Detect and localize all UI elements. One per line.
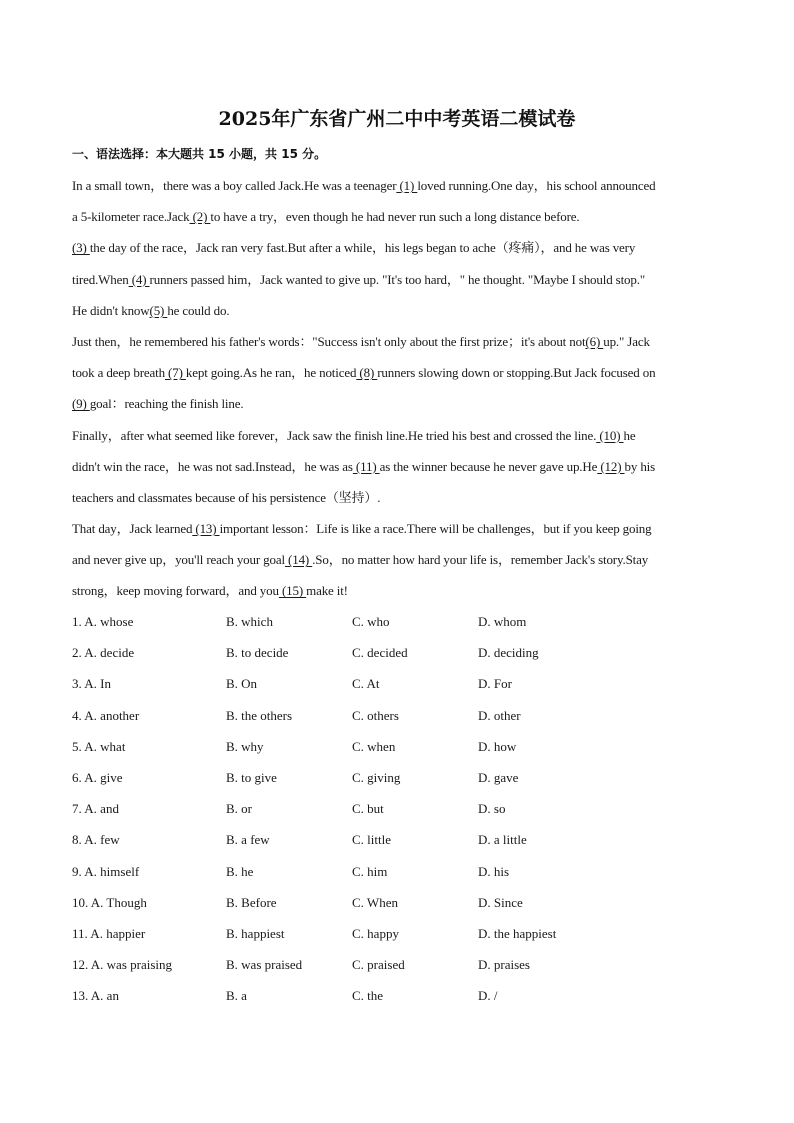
option-c[interactable]: C. the: [352, 988, 384, 1004]
passage-line: [72, 357, 722, 388]
passage-line: [72, 544, 722, 575]
passage-text: make it!: [306, 583, 348, 599]
passage-line: [72, 513, 722, 544]
option-d[interactable]: D. the happiest: [478, 925, 557, 941]
passage-line: [72, 201, 722, 232]
blank-marker: (15): [278, 583, 307, 599]
option-c[interactable]: C. him: [352, 863, 388, 879]
question-options-row: [72, 731, 722, 762]
option-a[interactable]: 2. A. decide: [72, 645, 135, 661]
option-b[interactable]: B. or: [226, 801, 252, 817]
option-b[interactable]: B. a: [226, 988, 247, 1004]
blank-marker: (9): [72, 396, 90, 412]
question-options-row: [72, 762, 722, 793]
passage-text: important lesson：Life is like a race.There will be challenges，but if you keep going: [219, 521, 652, 537]
option-c[interactable]: C. decided: [352, 645, 408, 661]
passage: [72, 170, 722, 607]
passage-text: he: [623, 427, 636, 443]
option-b[interactable]: B. a few: [226, 832, 270, 848]
option-c[interactable]: C. when: [352, 738, 396, 754]
passage-line: [72, 232, 722, 263]
option-a[interactable]: 12. A. was praising: [72, 957, 173, 973]
option-b[interactable]: B. the others: [226, 707, 293, 723]
option-c[interactable]: C. praised: [352, 957, 405, 973]
passage-text: a 5-kilometer race.Jack: [72, 209, 190, 225]
option-b[interactable]: B. to give: [226, 769, 277, 785]
option-c[interactable]: C. giving: [352, 769, 401, 785]
passage-text: Just then，he remembered his father's words："Success isn't only about the first prize；it's about not: [72, 333, 586, 349]
passage-text: as the winner because he never gave up.He: [379, 458, 598, 474]
passage-text: runners slowing down or stopping.But Jack focused on: [377, 365, 656, 381]
option-b[interactable]: B. to decide: [226, 645, 289, 661]
question-options-row: [72, 637, 722, 668]
passage-text: teachers and classmates because of his persistence（坚持）.: [72, 489, 381, 505]
passage-text: he could do.: [167, 302, 230, 318]
option-c[interactable]: C. little: [352, 832, 391, 848]
option-a[interactable]: 1. A. whose: [72, 614, 134, 629]
option-a[interactable]: 5. A. what: [72, 738, 126, 754]
passage-line: [72, 264, 722, 295]
option-a[interactable]: 9. A. himself: [72, 863, 140, 879]
option-a[interactable]: 3. A. In: [72, 676, 111, 692]
option-d[interactable]: D. a little: [478, 832, 527, 848]
question-options-row: [72, 887, 722, 918]
blank-marker: (11): [352, 458, 380, 474]
option-a[interactable]: 7. A. and: [72, 801, 119, 817]
option-c[interactable]: C. who: [352, 614, 390, 629]
blank-marker: (3): [72, 240, 90, 256]
option-b[interactable]: B. Before: [226, 894, 277, 910]
passage-text: He didn't know: [72, 302, 150, 318]
option-c[interactable]: C. but: [352, 801, 384, 817]
option-b[interactable]: B. was praised: [226, 957, 303, 973]
option-c[interactable]: C. others: [352, 707, 399, 723]
question-options-row: [72, 700, 722, 731]
passage-text: In a small town，there was a boy called Jack.He was a teenager: [72, 178, 397, 193]
option-b[interactable]: B. which: [226, 614, 273, 629]
question-options-row: [72, 668, 722, 699]
passage-text: took a deep breath: [72, 365, 165, 381]
passage-text: by his: [624, 458, 656, 474]
passage-text: runners passed him，Jack wanted to give up. "It's too hard，" he thought. "Maybe I should stop.": [149, 271, 645, 287]
blank-marker: (8): [356, 365, 378, 381]
passage-text: and never give up，you'll reach your goal: [72, 552, 285, 568]
question-options-row: [72, 856, 722, 887]
option-d[interactable]: D. praises: [478, 957, 530, 973]
option-d[interactable]: D. /: [478, 988, 498, 1004]
question-options-row: [72, 980, 722, 1011]
option-b[interactable]: B. why: [226, 738, 264, 754]
blank-marker: (10): [596, 427, 624, 443]
option-d[interactable]: D. For: [478, 676, 512, 692]
blank-marker: (4): [128, 271, 150, 287]
passage-text: up." Jack: [603, 333, 650, 349]
passage-text: Finally，after what seemed like forever，Jack saw the finish line.He tried his best and crossed the line.: [72, 427, 597, 443]
option-d[interactable]: D. whom: [478, 614, 527, 629]
passage-line: [72, 326, 722, 357]
option-c[interactable]: C. At: [352, 676, 380, 692]
blank-marker: (1): [396, 178, 418, 193]
passage-text: goal：reaching the finish line.: [89, 396, 244, 412]
passage-text: strong，keep moving forward，and you: [72, 583, 279, 599]
question-options-row: [72, 793, 722, 824]
question-options-row: [72, 824, 722, 855]
passage-text: That day，Jack learned: [72, 521, 193, 537]
option-a[interactable]: 13. A. an: [72, 988, 119, 1004]
blank-marker: (13): [192, 521, 220, 537]
question-options-row: [72, 949, 722, 980]
blank-marker: (5): [149, 302, 168, 318]
option-d[interactable]: D. gave: [478, 769, 519, 785]
passage-text: loved running.One day，his school announced: [417, 178, 656, 193]
passage-text: the day of the race，Jack ran very fast.But after a while，his legs began to ache（疼痛），and he was very: [89, 240, 636, 256]
option-d[interactable]: D. his: [478, 863, 510, 879]
passage-text: tired.When: [72, 271, 129, 287]
option-a[interactable]: 6. A. give: [72, 769, 123, 785]
passage-line: [72, 575, 722, 606]
option-d[interactable]: D. so: [478, 801, 506, 817]
blank-marker: (14): [284, 552, 313, 568]
passage-text: .So，no matter how hard your life is，remember Jack's story.Stay: [312, 552, 649, 568]
option-d[interactable]: D. how: [478, 738, 517, 754]
option-a[interactable]: 4. A. another: [72, 707, 140, 723]
blank-marker: (6): [585, 333, 604, 349]
passage-text: kept going.As he ran，he noticed: [185, 365, 357, 381]
option-c[interactable]: C. happy: [352, 925, 399, 941]
option-c[interactable]: C. When: [352, 894, 398, 910]
passage-line: [72, 451, 722, 482]
passage-text: to have a try，even though he had never run such a long distance before.: [210, 209, 580, 225]
passage-line: [72, 170, 722, 201]
options-list: [72, 606, 722, 1011]
passage-line: [72, 482, 722, 513]
option-a[interactable]: 8. A. few: [72, 832, 120, 848]
passage-line: [72, 420, 722, 451]
section-heading: 一、语法选择：本大题共 15 小题，共 15 分。: [72, 147, 327, 161]
page-title: 2025年广东省广州二中中考英语二模试卷: [218, 108, 576, 130]
option-b[interactable]: B. happiest: [226, 925, 285, 941]
blank-marker: (7): [164, 365, 186, 381]
option-d[interactable]: D. Since: [478, 894, 523, 910]
passage-line: [72, 295, 722, 326]
option-a[interactable]: 11. A. happier: [72, 925, 146, 941]
option-b[interactable]: B. On: [226, 676, 258, 692]
blank-marker: (12): [597, 458, 625, 474]
passage-line: [72, 388, 722, 419]
option-d[interactable]: D. other: [478, 707, 521, 723]
option-d[interactable]: D. deciding: [478, 645, 539, 661]
question-options-row: [72, 918, 722, 949]
option-b[interactable]: B. he: [226, 863, 254, 879]
passage-text: didn't win the race，he was not sad.Instead，he was as: [72, 458, 353, 474]
blank-marker: (2): [189, 209, 211, 225]
option-a[interactable]: 10. A. Though: [72, 894, 147, 910]
question-options-row: [72, 606, 722, 637]
